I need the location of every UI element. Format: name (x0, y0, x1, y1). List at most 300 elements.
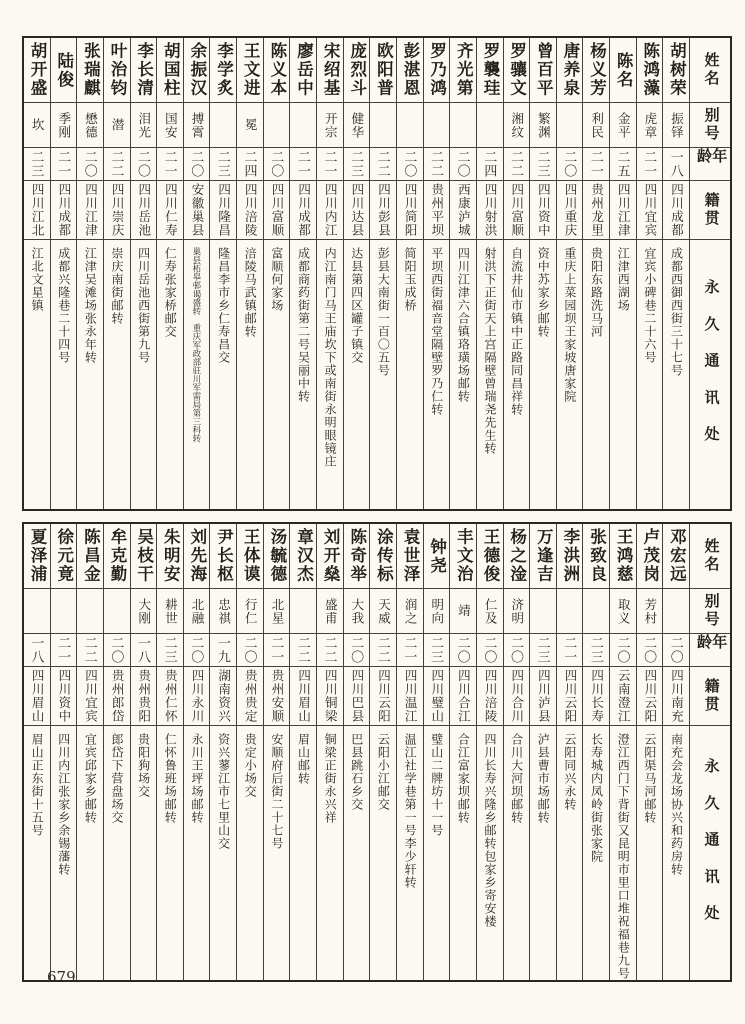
native-place-cell (370, 667, 396, 726)
age-cell (663, 148, 689, 181)
person-name: 王鸿慈 (614, 528, 634, 584)
person-column (289, 524, 316, 980)
alias-cell (610, 103, 636, 148)
address-cell (317, 726, 343, 980)
person-name: 邓宏远 (667, 528, 687, 584)
person-column (396, 524, 423, 980)
age-cell (24, 634, 50, 667)
person-name: 王德俊 (480, 528, 500, 584)
person-name: 李洪洲 (560, 528, 580, 584)
person-name: 欧阳普 (374, 42, 394, 98)
alias-cell (131, 103, 157, 148)
person-column (529, 38, 556, 509)
person-address: 四川江津六合镇珞璜场邮转 (456, 247, 471, 403)
alias-cell (317, 589, 343, 634)
age-cell (424, 634, 450, 667)
person-age: 二一 (322, 150, 338, 178)
person-age: 二〇 (508, 636, 524, 664)
person-column (24, 524, 50, 980)
address-cell (77, 726, 103, 980)
address-cell (370, 240, 396, 509)
age-cell (637, 634, 663, 667)
address-cell (51, 726, 77, 980)
native-place-cell (610, 181, 636, 240)
header-label-address: 永久通讯处 (702, 757, 719, 942)
person-age: 二一 (402, 636, 418, 664)
alias-cell (397, 589, 423, 634)
name-cell (583, 524, 609, 589)
name-cell (24, 38, 50, 103)
age-cell (104, 634, 130, 667)
person-column (476, 524, 503, 980)
name-cell (557, 524, 583, 589)
person-age: 二二 (429, 150, 445, 178)
person-column (130, 38, 157, 509)
age-cell (610, 148, 636, 181)
alias-cell (157, 103, 183, 148)
alias-cell (237, 589, 263, 634)
person-name: 陈昌金 (81, 528, 101, 584)
person-column (103, 524, 130, 980)
native-place-cell (290, 667, 316, 726)
directory-table-top (22, 36, 732, 511)
name-cell (210, 38, 236, 103)
person-address: 自流井仙市镇中正路同昌祥转 (509, 247, 524, 416)
native-place-cell (317, 667, 343, 726)
person-age: 二三 (29, 150, 45, 178)
age-cell (157, 148, 183, 181)
alias-cell (210, 589, 236, 634)
person-column (662, 38, 689, 509)
person-address: 四川长寿兴隆乡邮转包家乡寄安楼 (482, 733, 497, 928)
name-cell (237, 524, 263, 589)
alias-cell (344, 589, 370, 634)
person-age: 二〇 (562, 150, 578, 178)
address-cell (557, 726, 583, 980)
person-address: 涪陵马武镇邮转 (243, 247, 258, 338)
person-native-place: 四川涪陵 (483, 669, 498, 723)
native-place-cell (663, 667, 689, 726)
person-age: 二三 (429, 636, 445, 664)
address-cell (450, 726, 476, 980)
alias-cell (477, 103, 503, 148)
name-cell (424, 524, 450, 589)
alias-cell (450, 589, 476, 634)
native-place-cell (530, 181, 556, 240)
person-column (289, 38, 316, 509)
native-place-cell (610, 667, 636, 726)
person-column (369, 524, 396, 980)
person-native-place: 四川成都 (669, 183, 684, 237)
person-name: 李学炙 (214, 42, 234, 98)
age-cell (583, 634, 609, 667)
address-cell (610, 726, 636, 980)
alias-cell (290, 103, 316, 148)
person-name: 廖岳中 (294, 42, 314, 98)
age-cell (477, 148, 503, 181)
person-native-place: 贵州贵定 (243, 669, 258, 723)
native-place-cell (530, 667, 556, 726)
alias-cell (24, 103, 50, 148)
person-native-place: 四川崇庆 (110, 183, 125, 237)
native-place-cell (104, 181, 130, 240)
native-place-cell (131, 667, 157, 726)
name-cell (504, 524, 530, 589)
person-name: 曾百平 (534, 42, 554, 98)
person-native-place: 贵州贵阳 (136, 669, 151, 723)
person-age: 二四 (482, 150, 498, 178)
address-cell (184, 726, 210, 980)
person-column (316, 38, 343, 509)
alias-cell (370, 103, 396, 148)
age-cell (370, 634, 396, 667)
name-cell (317, 524, 343, 589)
person-name: 叶治钧 (107, 42, 127, 98)
person-alias: 繁渊 (536, 111, 551, 139)
person-column (396, 38, 423, 509)
person-name: 万逢吉 (534, 528, 554, 584)
person-native-place: 安徽巢县 (190, 183, 205, 237)
person-address: 四川内江张家乡余锡藩转 (56, 733, 71, 876)
age-cell (504, 148, 530, 181)
person-name: 夏泽浦 (28, 528, 48, 584)
native-place-cell (557, 181, 583, 240)
name-cell (344, 38, 370, 103)
name-cell (264, 38, 290, 103)
person-native-place: 四川成都 (56, 183, 71, 237)
person-name: 袁世泽 (401, 528, 421, 584)
alias-cell (637, 589, 663, 634)
address-cell (637, 726, 663, 980)
person-address: 简阳玉成桥 (403, 247, 418, 312)
address-cell (663, 240, 689, 509)
age-cell (317, 634, 343, 667)
name-cell (504, 38, 530, 103)
person-age: 二四 (242, 150, 258, 178)
header-label-name: 姓名 (702, 52, 719, 88)
alias-cell (370, 589, 396, 634)
age-cell (210, 634, 236, 667)
native-place-cell (24, 181, 50, 240)
person-age: 二二 (375, 150, 391, 178)
person-native-place: 四川简阳 (403, 183, 418, 237)
person-address: 资兴蓼江市七里山交 (216, 733, 231, 850)
person-alias: 利民 (589, 111, 604, 139)
name-cell (51, 38, 77, 103)
person-age: 二一 (162, 150, 178, 178)
address-cell (504, 726, 530, 980)
name-cell (663, 38, 689, 103)
name-cell (317, 38, 343, 103)
header-cell-address (690, 726, 730, 973)
name-cell (131, 38, 157, 103)
person-native-place: 四川江北 (30, 183, 45, 237)
native-place-cell (397, 181, 423, 240)
person-name: 汤毓德 (267, 528, 287, 584)
person-address: 成都西御西街三十七号 (669, 247, 684, 377)
person-address: 泸县曹市场邮转 (536, 733, 551, 824)
person-column (183, 38, 210, 509)
person-name: 宋绍基 (321, 42, 341, 98)
person-native-place: 贵州仁怀 (163, 669, 178, 723)
native-place-cell (77, 667, 103, 726)
person-address: 崇庆南街邮转 (110, 247, 125, 325)
person-age: 二一 (588, 150, 604, 178)
address-cell (583, 240, 609, 509)
person-native-place: 四川云阳 (376, 669, 391, 723)
person-name: 卢茂岗 (640, 528, 660, 584)
address-cell (663, 726, 689, 980)
address-cell (424, 240, 450, 509)
native-place-cell (477, 667, 503, 726)
native-place-cell (583, 667, 609, 726)
native-place-cell (450, 181, 476, 240)
person-age: 二〇 (82, 150, 98, 178)
name-cell (557, 38, 583, 103)
person-alias: 开宗 (323, 111, 338, 139)
header-label-name: 姓名 (702, 538, 719, 574)
header-label-native: 籍贯 (702, 192, 719, 228)
person-address: 贵阳狗场交 (136, 733, 151, 798)
person-alias: 取义 (616, 597, 631, 625)
person-native-place: 四川南充 (669, 669, 684, 723)
name-cell (290, 524, 316, 589)
header-cell-address (690, 240, 730, 502)
person-address: 长寿城内凤岭街张家院 (589, 733, 604, 863)
name-cell (610, 524, 636, 589)
address-cell (424, 726, 450, 980)
person-name: 张致良 (587, 528, 607, 584)
person-address: 四川岳池西街第九号 (136, 247, 151, 364)
person-native-place: 四川富顺 (269, 183, 284, 237)
person-column (582, 524, 609, 980)
person-address: 射洪下正街天上宫隔壁曾瑞尧先生转 (482, 247, 497, 455)
header-label-alias: 别号 (702, 107, 719, 143)
person-age: 二二 (109, 150, 125, 178)
native-place-cell (637, 181, 663, 240)
person-address: 合川大河坝邮转 (509, 733, 524, 824)
address-cell (237, 240, 263, 509)
alias-cell (344, 103, 370, 148)
person-age: 一八 (668, 150, 684, 178)
alias-cell (77, 103, 103, 148)
address-cell (131, 240, 157, 509)
age-cell (317, 148, 343, 181)
native-place-cell (317, 181, 343, 240)
age-cell (344, 634, 370, 667)
alias-cell (663, 103, 689, 148)
age-cell (450, 148, 476, 181)
name-cell (157, 38, 183, 103)
address-cell (131, 726, 157, 980)
person-native-place: 四川仁寿 (163, 183, 178, 237)
native-place-cell (424, 181, 450, 240)
address-cell (237, 726, 263, 980)
person-age: 二二 (82, 636, 98, 664)
person-address: 资中苏家乡邮转 (536, 247, 551, 338)
native-place-cell (184, 181, 210, 240)
name-cell (530, 524, 556, 589)
person-column (209, 38, 236, 509)
address-cell (397, 240, 423, 509)
header-label-age: 年龄 (695, 634, 727, 652)
person-column (529, 524, 556, 980)
native-place-cell (264, 181, 290, 240)
native-place-cell (504, 667, 530, 726)
name-cell (397, 524, 423, 589)
person-address: 仁怀鲁班场邮转 (163, 733, 178, 824)
person-address: 仁寿张家桥邮交 (163, 247, 178, 338)
native-place-cell (504, 181, 530, 240)
person-native-place: 四川宜宾 (642, 183, 657, 237)
person-age: 二〇 (642, 636, 658, 664)
age-cell (397, 148, 423, 181)
native-place-cell (450, 667, 476, 726)
person-native-place: 四川江津 (616, 183, 631, 237)
header-cell-native (690, 181, 730, 240)
person-address: 江津吴滩场张永年转 (83, 247, 98, 364)
person-native-place: 四川岳池 (136, 183, 151, 237)
person-column (103, 38, 130, 509)
alias-cell (264, 103, 290, 148)
age-cell (610, 634, 636, 667)
person-age: 二三 (349, 150, 365, 178)
person-age: 二〇 (668, 636, 684, 664)
alias-cell (184, 589, 210, 634)
native-place-cell (637, 667, 663, 726)
address-cell (104, 726, 130, 980)
person-native-place: 四川眉山 (30, 669, 45, 723)
alias-cell (51, 589, 77, 634)
header-cell-name (690, 524, 730, 589)
address-cell (264, 240, 290, 509)
address-cell (397, 726, 423, 980)
person-age: 二〇 (269, 150, 285, 178)
person-native-place: 贵州平坝 (429, 183, 444, 237)
person-alias: 耕世 (163, 597, 178, 625)
person-name: 刘开燊 (321, 528, 341, 584)
age-cell (51, 634, 77, 667)
name-cell (24, 524, 50, 589)
age-cell (450, 634, 476, 667)
person-native-place: 四川彭县 (376, 183, 391, 237)
person-address: 平坝西街福音堂隔壁罗乃仁转 (429, 247, 444, 416)
person-name: 牟克勤 (107, 528, 127, 584)
person-name: 王体谟 (241, 528, 261, 584)
alias-cell (610, 589, 636, 634)
person-age: 二二 (295, 636, 311, 664)
person-alias: 金平 (616, 111, 631, 139)
age-cell (504, 634, 530, 667)
person-name: 陆俊 (54, 51, 74, 89)
person-name: 杨义芳 (587, 42, 607, 98)
address-cell (344, 240, 370, 509)
person-native-place: 四川璧山 (429, 669, 444, 723)
person-name: 陈奇举 (347, 528, 367, 584)
person-age: 二三 (162, 636, 178, 664)
age-cell (637, 148, 663, 181)
native-place-cell (157, 667, 183, 726)
person-column (503, 38, 530, 509)
address-cell (290, 240, 316, 509)
age-cell (397, 634, 423, 667)
person-native-place: 四川江津 (83, 183, 98, 237)
person-native-place: 四川合川 (509, 669, 524, 723)
person-address: 贵阳东路洗马河 (589, 247, 604, 338)
person-address: 铜梁正街永兴祥 (323, 733, 338, 824)
name-cell (184, 38, 210, 103)
person-alias: 懋德 (83, 111, 98, 139)
person-native-place: 西康泸城 (456, 183, 471, 237)
age-cell (77, 634, 103, 667)
alias-cell (51, 103, 77, 148)
age-cell (290, 634, 316, 667)
native-place-cell (290, 181, 316, 240)
name-cell (610, 38, 636, 103)
age-cell (24, 148, 50, 181)
native-place-cell (237, 667, 263, 726)
alias-cell (290, 589, 316, 634)
person-address: 彭县大南街一百〇五号 (376, 247, 391, 377)
person-alias: 仁及 (483, 597, 498, 625)
person-native-place: 四川温江 (403, 669, 418, 723)
native-place-cell (24, 667, 50, 726)
native-place-cell (51, 181, 77, 240)
person-column (662, 524, 689, 980)
name-cell (530, 38, 556, 103)
age-cell (210, 148, 236, 181)
native-place-cell (477, 181, 503, 240)
name-cell (184, 524, 210, 589)
person-alias: 行仁 (243, 597, 258, 625)
name-cell (370, 38, 396, 103)
native-place-cell (131, 181, 157, 240)
age-cell (663, 634, 689, 667)
header-cell-name (690, 38, 730, 103)
address-cell (157, 240, 183, 509)
person-age: 二三 (535, 150, 551, 178)
person-alias: 北星 (269, 597, 284, 625)
person-column (503, 524, 530, 980)
address-cell (477, 726, 503, 980)
person-name: 张瑞麒 (81, 42, 101, 98)
person-column (609, 524, 636, 980)
person-age: 一八 (29, 636, 45, 664)
person-age: 一八 (135, 636, 151, 664)
alias-cell (104, 103, 130, 148)
person-column (236, 38, 263, 509)
alias-cell (131, 589, 157, 634)
header-column (689, 38, 730, 509)
person-age: 二〇 (135, 150, 151, 178)
person-name: 李长清 (134, 42, 154, 98)
person-column (209, 524, 236, 980)
header-label-age: 年龄 (695, 148, 727, 166)
person-age: 二三 (215, 150, 231, 178)
person-name: 唐养泉 (560, 42, 580, 98)
native-place-cell (77, 181, 103, 240)
person-alias: 国安 (163, 111, 178, 139)
address-cell (610, 240, 636, 509)
person-alias: 润之 (403, 597, 418, 625)
person-address: 永川王坪场邮转 (189, 733, 204, 824)
person-age: 二〇 (189, 150, 205, 178)
person-name: 尹长枢 (214, 528, 234, 584)
person-name: 彭湛恩 (401, 42, 421, 98)
address-cell (24, 240, 50, 509)
address-cell (637, 240, 663, 509)
person-column (76, 524, 103, 980)
